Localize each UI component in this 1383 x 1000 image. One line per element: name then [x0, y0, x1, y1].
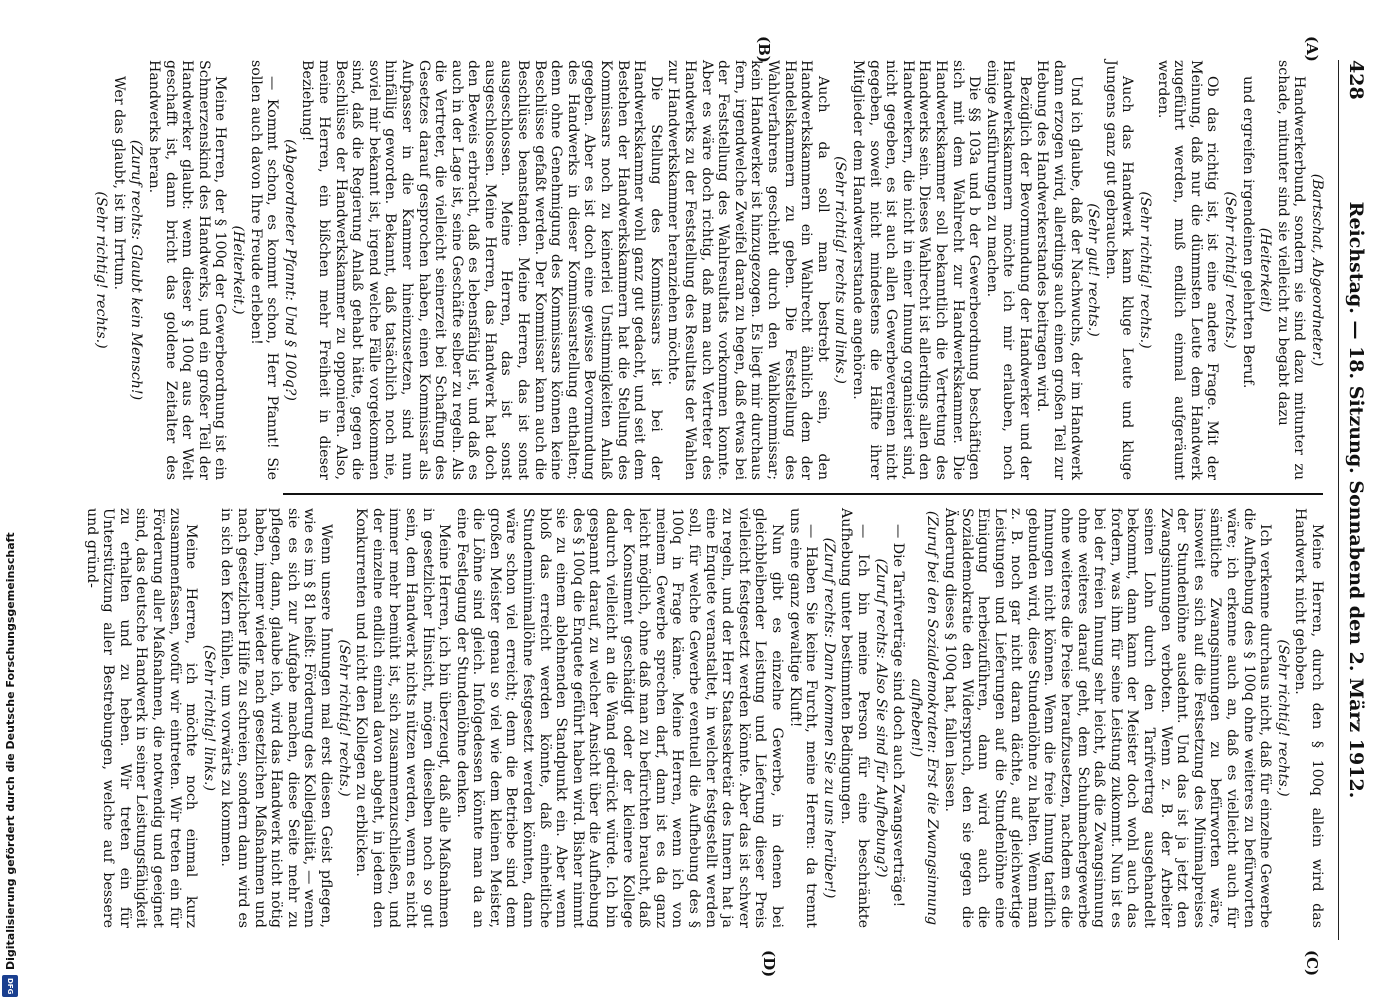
paragraph: Bezüglich der Bevormundung der Handwerker und der Handwerkskammern möchte ich mir erlauben, noch einige Ausführungen zu machen.: [983, 60, 1033, 480]
page-title: Reichstag. — 18. Sitzung. Sonnabend den 2. März 1912.: [1345, 201, 1367, 799]
credit-strip: [0, 0, 22, 1000]
interjection: (Sehr richtig! links.): [200, 644, 217, 792]
page-header: [1339, 60, 1367, 940]
interjection: (Sehr richtig! rechts und links.): [832, 156, 849, 384]
paragraph: Meine Herren, der § 100q der Gewerbeordnung ist ein Schmerzenskind des Handwerks, und ein großer Teil der Handwerker glaubt: wenn dieser § 100q aus der Welt geschafft ist, dann bricht das goldene Zeitalter des Handwerks heran.: [146, 60, 229, 480]
interjection: (Zuruf rechts: Dann kommen Sie zu uns herüber!): [820, 537, 837, 899]
paragraph: Nun gibt es einzelne Gewerbe, in denen bei gleichbleibender Leistung und Lieferung dieser Preis vielleicht festgesetzt werden könnte. Aber das ist schwer zu regeln, und der Herr Staatssekretär des Innern hat ja eine Enquete veranstaltet, in welcher festgestellt werden soll, für welche Gewerbe eventuell die Aufhebung des § 100q in Frage käme. Meine Herren, wenn ich von meinem Gewerbe sprechen darf, dann ist es da ganz leicht möglich, ohne daß man zu befürchten braucht, daß der Konsument geschädigt oder der kleinere Kollege dadurch vielleicht an die Wand gedrückt würde. Ich bin gespannt darauf, zu welcher Ansicht über die Aufhebung des § 100q die Enquete geführt haben wird. Bisher nimmt sie zu einem ablehnenden Standpunkt ein. Aber wenn bloß das erreicht werden könnte, daß einheitliche Stundenminimallöhne festgesetzt werden könnten, dann wäre schon viel erreicht; denn die Betriebe sind dem großen Meister genau so viel wie dem kleinen Meister, die Löhne sind gleich. Infolgedessen könnte man da an eine Festlegung der Stundenlöhne denken.: [453, 508, 785, 928]
digitization-credit: Digitalisierung gefördert durch die Deutsche Forschungsgemeinschaft: [4, 532, 17, 970]
left-text-column: [92, 60, 1325, 480]
interjection: (Heiterkeit.): [230, 225, 246, 315]
paragraph: Und ich glaube, daß der Nachwuchs, der im Handwerk dann erzogen wird, allerdings auch einen großen Teil zur Hebung des Handwerkerstandes beitragen wird.: [1034, 60, 1084, 480]
interjection: (Sehr richtig! rechts.): [335, 639, 352, 797]
interjection: (Zuruf rechts: Glaubt kein Mensch!): [128, 139, 145, 401]
paragraph: Auch das Handwerk kann kluge Leute und kluge Jungens ganz gut gebrauchen.: [1102, 60, 1136, 480]
paragraph: Meine Herren, ich möchte noch einmal kurz zusammenfassen, wofür wir eintreten. Wir treten ein für Förderung aller Maßnahmen, die notwendig und geeignet sind, das deutsche Handwerk in seiner Leistungsfähigkeit zu erhalten und zu heben. Wir treten ein für Unterstützung aller Bestrebungen, welche auf bessere und gründ-: [83, 508, 200, 928]
header-rule: [1338, 60, 1339, 940]
margin-marker-d: (D): [760, 950, 778, 978]
dfg-logo: [2, 975, 18, 997]
paragraph: Meine Herren, durch den § 100q allein wird das Handwerk nicht gehoben.: [1292, 508, 1325, 928]
paragraph: Auch da soll man bestrebt sein, den Handwerkskammern ein Wahlrecht ähnlich dem der Handelskammern zu geben. Die Feststellung des Wahlverfahrens geschieht durch den Wahlkommissar; kein Handwerker ist hinzugezogen. Es liegt mir durchaus fern, irgendwelche Zweifel daran zu hegen, daß etwas bei der Feststellung des Wahlresultats vorkommen konnte. Aber es wäre doch richtig, daß man auch Vertreter des Handwerks zu der Feststellung des Resultats der Wahlen zur Handwerkskammer heranziehen möchte.: [665, 60, 831, 480]
paragraph: Ob das richtig ist, ist eine andere Frage. Mit der Meinung, daß nur die dümmsten Leute dem Handwerk zugeführt werden, muß endlich einmal aufgeräumt werden.: [1154, 60, 1221, 480]
interjection: (Sehr richtig! rechts.): [1274, 639, 1291, 797]
right-text-column: [82, 508, 1325, 928]
paragraph: Handwerkerbund, sondern sie sind dazu mitunter zu schade, mitunter sind sie vielleicht zu begabt dazu: [1274, 60, 1308, 480]
paragraph: Die Stellung des Kommissars ist bei der Handwerkskammer wohl ganz gut gedacht, und seit dem Bestehen der Handwerkskammern hat die Stellung des Kommissars noch zu keinerlei Unstimmigkeiten Anlaß gegeben. Aber es ist doch eine gewisse Bevormundung des Handwerks in dieser Kommissarstellung enthalten; denn ohne Genehmigung des Kommissars können keine Beschlüsse gefaßt werden. Der Kommissar kann auch die Beschlüsse beanstanden. Meine Herren, das ist sonst ausgeschlossen. Meine Herren, das ist sonst ausgeschlossen. Meine Herren, das Handwerk hat doch den Beweis erbracht, daß es lebensfähig ist, und daß es auch in der Lage ist, seine Geschäfte selber zu regeln. Als die Vertreter, die vielleicht seinerzeit bei Schaffung des Gesetzes darauf gesprochen haben, einen Kommissar als Aufpasser in die Kammer hineinzusetzen, sind nun hinfällig geworden. Bekannt, daß tatsächlich noch nie, soviel mir bekannt ist, irgend welche Fälle vorgekommen sind, daß die Regierung Anlaß gehabt hätte, gegen die Beschlüsse der Handwerkskammer zu opponieren. Also, meine Herren, ein bißchen mehr Freiheit in dieser Beziehung!: [299, 60, 664, 480]
margin-marker-b: (B): [755, 36, 773, 63]
paragraph: und ergreifen irgendeinen gelehrten Beruf.: [1239, 76, 1256, 389]
paragraph: Wer das glaubt, ist im Irrtum.: [110, 76, 127, 290]
paragraph: — Kommt schon, es kommt schon, Herr Pfannt! Sie sollen auch davon Ihre Freude erleben!: [247, 60, 281, 480]
margin-marker-a: (A): [1303, 36, 1321, 62]
interjection: (Sehr richtig! rechts.): [1222, 191, 1239, 349]
dfg-logo-text: DFG: [6, 977, 14, 995]
paragraph: Die §§ 103a und b der Gewerbeordnung beschäftigen sich mit dem Wahlrecht zur Handwerkskammer. Die Handwerkskammer soll bekanntlich die Vertretung des Handwerks sein. Dieses Wahlrecht ist allerdings allen den Handwerkern, die nicht in einer Innung organisiert sind, nicht gegeben, es ist auch allen Gewerbevereinen nicht gegeben, soweit nicht mindestens die Hälfte ihrer Mitglieder dem Handwerkerstande angehören.: [849, 60, 983, 480]
paragraph: — Haben Sie keine Furcht, meine Herren: da trennt uns eine ganz gewaltige Kluft!: [786, 508, 820, 928]
interjection: (Zuruf bei den Sozialdemokraten: Erst die Zwangsinnung aufheben!): [907, 510, 941, 926]
interjection: (Sehr richtig! rechts.): [93, 191, 110, 349]
page-number: 428: [1345, 60, 1367, 100]
paragraph: Ich verkenne durchaus nicht, daß für einzelne Gewerbe die Aufhebung des § 100q ohne weiteres zu befürworten wäre; ich erkenne auch an, daß es vielleicht auch für sämtliche Zwangsinnungen zu befürworten wäre, insoweit es sich auf die Festsetzung des Minimalpreises der Stundenlöhne ausdehnt. Und das ist ja jetzt den Zwangsinnungen verboten. Wenn z. B. der Arbeiter seinen Lohn durch den Tarifvertrag ausgehandelt bekommt, dann kann der Meister doch wohl auch das fordern, was ihm für seine Leistung zukommt. Nun ist es bei der freien Innung sehr leicht, daß die Zwangsinnung ohne weiteres darauf geht, dem Schuhmachergewerbe ohne weiteres die Preise heraufzusetzen, nachdem es die Innungen nicht können. Wenn die freie Innung tariflich gebunden wird, diese Stundenlöhne zu halten. Wenn man z. B. noch gar nicht daran dächte, auf gleichwertige Leistungen und Lieferungen auf die Stundenlöhne eine Einigung herbeizuführen, dann wird auch die Sozialdemokratie den Widerspruch, den sie gegen die Änderung dieses § 100q hat, fallen lassen.: [941, 508, 1274, 928]
paragraph: — Die Tarifverträge sind doch auch Zwangsverträge!: [890, 524, 907, 908]
margin-marker-c: (C): [1303, 950, 1321, 977]
interjection: (Zuruf rechts: Also Sie sind für Aufhebung?): [872, 558, 889, 878]
interjection: (Heiterkeit): [1257, 227, 1274, 313]
column-divider: [283, 493, 1323, 495]
paragraph: Wenn unsere Innungen mal erst diesen Geist pflegen, wie es im § 81 heißt: Förderung des Kollegialität, — wenn sie es sich zur Aufgabe machen, diese Seite mehr zu pflegen, dann, glaube ich, wird das Handwerk nicht nötig haben, immer wieder nach gesetzlichen Maßnahmen und nach gesetzlicher Hilfe zu schreien, sondern dann wird es in sich den Kern fühlen, um vorwärts zu kommen.: [218, 508, 334, 928]
interjection: (Sehr richtig! rechts.): [1137, 191, 1154, 349]
interjection: (Sehr gut! rechts.): [1085, 203, 1102, 337]
paragraph: — Ich bin meine Person für eine beschränkte Aufhebung unter bestimmten Bedingungen.: [838, 508, 871, 928]
interjection: (Abgeordneter Pfannt: Und § 100q?): [281, 139, 298, 401]
interjection: (Bartschat, Abgeordneter.): [1309, 173, 1325, 367]
paragraph: Meine Herren, ich bin überzeugt, daß alle Maßnahmen in gesetzlicher Hinsicht, mögen dieselben noch so gut sein, dem Handwerk nichts nützen werden, wenn es nicht immer mehr bemüht ist, sich zusammenzuschließen, und der einzelne endlich einmal davon abgeht, in jedem den Konkurrenten und nicht den Kollegen zu erblicken.: [353, 508, 453, 928]
